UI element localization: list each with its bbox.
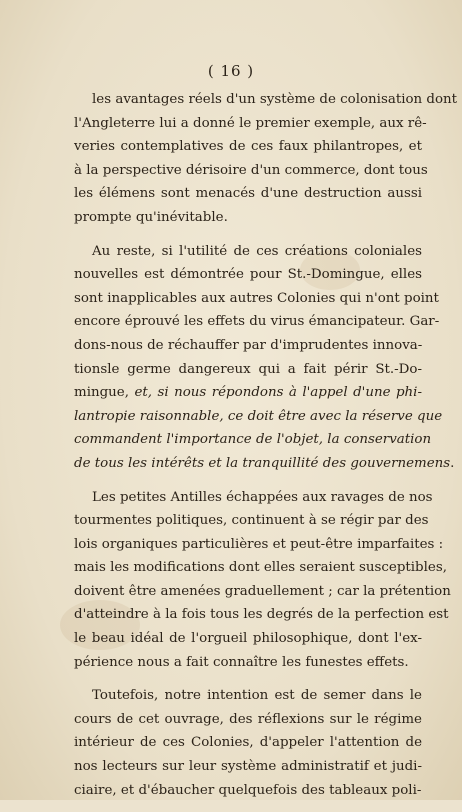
text-line <box>74 684 422 708</box>
text-line <box>74 603 449 627</box>
text-line <box>74 310 440 334</box>
text-segment: Au reste, si l'utilité de ces créations coloniales <box>92 243 422 259</box>
italic-text: commandent l'importance de l'objet, la conservation <box>74 432 432 448</box>
text-line <box>74 755 422 779</box>
text-segment: l'Angleterre lui a donné le premier exemple, aux rê- <box>74 115 427 131</box>
text-segment: nos lecteurs sur leur système administratif et judi- <box>74 759 422 775</box>
text-line <box>74 381 422 405</box>
text-line <box>74 112 427 136</box>
text-line <box>74 428 432 452</box>
text-line <box>74 708 422 732</box>
text-segment: périence nous a fait connaître les funestes effets. <box>74 654 409 670</box>
text-segment: mais les modifications dont elles seraient susceptibles, <box>74 560 447 576</box>
text-line <box>74 651 422 675</box>
text-line <box>74 240 422 264</box>
text-line <box>74 452 455 476</box>
text-line <box>74 627 422 651</box>
text-line <box>74 334 422 358</box>
text-segment: mingue, <box>74 385 135 401</box>
text-segment: à la perspective dérisoire d'un commerce, dont tous <box>74 162 428 178</box>
body-text <box>74 88 458 812</box>
text-segment: intérieur de ces Colonies, d'appeler l'attention de <box>74 735 422 751</box>
text-line <box>74 533 444 557</box>
text-line <box>74 556 447 580</box>
text-line <box>74 358 422 382</box>
text-segment: les élémens sont menacés d'une destruction aussi <box>74 186 422 202</box>
text-line <box>74 486 433 510</box>
text-segment: ciaire, et d'ébaucher quelquefois des tableaux poli- <box>74 782 422 798</box>
text-line <box>74 731 422 755</box>
text-segment: nouvelles est démontrée pour St.-Domingue, elles <box>74 267 422 283</box>
italic-text: et, si nous répondons à l'appel d'une phi- <box>134 385 422 401</box>
text-line <box>74 779 422 803</box>
text-segment: d'atteindre à la fois tous les degrés de la perfection est <box>74 607 449 623</box>
text-line <box>74 580 451 604</box>
text-line <box>74 405 443 429</box>
text-segment: cours de cet ouvrage, des réflexions sur le régime <box>74 711 422 727</box>
italic-text: de tous les intérêts et la tranquillité des gouvernemens <box>74 455 451 471</box>
paragraph <box>74 240 455 476</box>
text-segment: veries contemplatives de ces faux philantropes, et <box>74 139 422 155</box>
page-number: ( 16 ) <box>207 62 255 80</box>
text-segment: le beau idéal de l'orgueil philosophique, dont l'ex- <box>74 631 422 647</box>
text-line <box>74 159 428 183</box>
text-line <box>74 206 422 230</box>
italic-text: lantropie raisonnable, ce doit être avec la réserve que <box>74 408 443 424</box>
text-segment: doivent être amenées graduellement ; car la prétention <box>74 583 451 599</box>
text-line <box>74 88 458 112</box>
text-segment: . <box>450 455 455 471</box>
paragraph <box>74 486 451 675</box>
text-segment: lois organiques particulières et peut-être imparfaites : <box>74 536 444 552</box>
text-line <box>74 509 429 533</box>
text-line <box>74 287 439 311</box>
text-segment: prompte qu'inévitable. <box>74 209 228 225</box>
text-segment: tourmentes politiques, continuent à se régir par des <box>74 513 429 529</box>
text-segment: Toutefois, notre intention est de semer dans le <box>92 688 422 704</box>
text-line <box>74 135 422 159</box>
text-segment: encore éprouvé les effets du virus émancipateur. Gar- <box>74 314 440 330</box>
paragraph <box>74 88 458 230</box>
paragraph <box>74 684 422 802</box>
text-segment: dons-nous de réchauffer par d'imprudentes innova- <box>74 337 423 353</box>
text-segment: les avantages réels d'un système de colonisation dont <box>92 92 458 107</box>
text-segment: sont inapplicables aux autres Colonies qui n'ont point <box>74 290 439 306</box>
text-segment: Les petites Antilles échappées aux ravages de nos <box>92 489 433 505</box>
text-line <box>74 263 422 287</box>
text-segment: tionsle germe dangereux qui a fait périr St.-Do- <box>74 361 422 377</box>
text-line <box>74 182 422 206</box>
